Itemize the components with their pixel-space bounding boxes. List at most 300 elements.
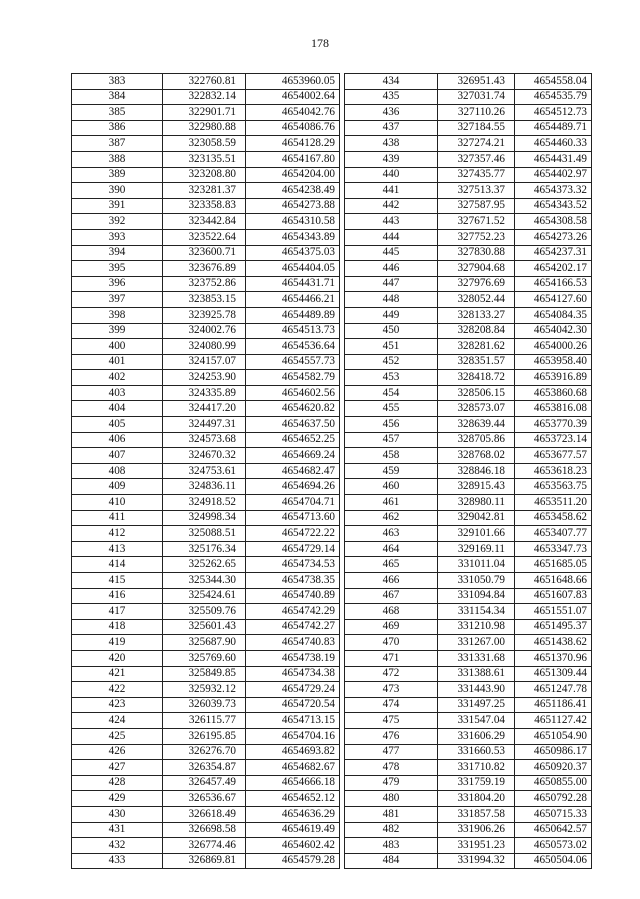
table-row [345, 510, 592, 526]
x-coordinate: 327357.46 [438, 151, 515, 167]
x-coordinate: 323522.64 [163, 229, 246, 245]
x-coordinate: 331857.58 [438, 806, 515, 822]
x-coordinate: 323358.83 [163, 198, 246, 214]
y-coordinate: 4651127.42 [515, 713, 592, 729]
point-number: 449 [345, 307, 438, 323]
y-coordinate: 4654042.30 [515, 323, 592, 339]
x-coordinate: 325601.43 [163, 619, 246, 635]
x-coordinate: 324335.89 [163, 385, 246, 401]
x-coordinate: 327752.23 [438, 229, 515, 245]
y-coordinate: 4654740.83 [246, 635, 340, 651]
y-coordinate: 4654042.76 [246, 105, 340, 121]
x-coordinate: 331906.26 [438, 822, 515, 838]
x-coordinate: 328573.07 [438, 401, 515, 417]
coordinates-table-left [71, 73, 340, 869]
x-coordinate: 327513.37 [438, 183, 515, 199]
y-coordinate: 4654086.76 [246, 120, 340, 136]
y-coordinate: 4654557.73 [246, 354, 340, 370]
y-coordinate: 4653960.05 [246, 74, 340, 90]
y-coordinate: 4653860.68 [515, 385, 592, 401]
point-number: 436 [345, 105, 438, 121]
x-coordinate: 329169.11 [438, 541, 515, 557]
y-coordinate: 4654535.79 [515, 89, 592, 105]
table-row [72, 74, 340, 90]
point-number: 385 [72, 105, 163, 121]
x-coordinate: 326618.49 [163, 806, 246, 822]
x-coordinate: 328846.18 [438, 463, 515, 479]
point-number: 482 [345, 822, 438, 838]
y-coordinate: 4654742.29 [246, 604, 340, 620]
x-coordinate: 326457.49 [163, 775, 246, 791]
x-coordinate: 326951.43 [438, 74, 515, 90]
x-coordinate: 323600.71 [163, 245, 246, 261]
x-coordinate: 331660.53 [438, 744, 515, 760]
coordinates-table-right [344, 73, 592, 869]
y-coordinate: 4654704.16 [246, 728, 340, 744]
table-row [72, 151, 340, 167]
table-row [345, 385, 592, 401]
point-number: 398 [72, 307, 163, 323]
point-number: 399 [72, 323, 163, 339]
point-number: 455 [345, 401, 438, 417]
x-coordinate: 328768.02 [438, 448, 515, 464]
y-coordinate: 4654536.64 [246, 339, 340, 355]
table-row [72, 370, 340, 386]
y-coordinate: 4654238.49 [246, 183, 340, 199]
point-number: 412 [72, 526, 163, 542]
table-row [345, 666, 592, 682]
point-number: 387 [72, 136, 163, 152]
point-number: 402 [72, 370, 163, 386]
x-coordinate: 331443.90 [438, 682, 515, 698]
y-coordinate: 4654694.26 [246, 479, 340, 495]
point-number: 448 [345, 292, 438, 308]
y-coordinate: 4654489.89 [246, 307, 340, 323]
point-number: 438 [345, 136, 438, 152]
point-number: 413 [72, 541, 163, 557]
x-coordinate: 324253.90 [163, 370, 246, 386]
point-number: 453 [345, 370, 438, 386]
y-coordinate: 4654713.60 [246, 510, 340, 526]
point-number: 429 [72, 791, 163, 807]
table-row [345, 417, 592, 433]
table-row [72, 432, 340, 448]
table-row [72, 791, 340, 807]
table-row [345, 775, 592, 791]
x-coordinate: 327274.21 [438, 136, 515, 152]
y-coordinate: 4653511.20 [515, 495, 592, 511]
x-coordinate: 328052.44 [438, 292, 515, 308]
point-number: 411 [72, 510, 163, 526]
y-coordinate: 4654512.73 [515, 105, 592, 121]
y-coordinate: 4654202.17 [515, 261, 592, 277]
x-coordinate: 325687.90 [163, 635, 246, 651]
x-coordinate: 324998.34 [163, 510, 246, 526]
table-row [345, 183, 592, 199]
x-coordinate: 326869.81 [163, 853, 246, 869]
point-number: 394 [72, 245, 163, 261]
point-number: 466 [345, 573, 438, 589]
table-row [72, 323, 340, 339]
y-coordinate: 4654404.05 [246, 261, 340, 277]
table-row [72, 417, 340, 433]
table-row [345, 151, 592, 167]
table-row [345, 432, 592, 448]
point-number: 484 [345, 853, 438, 869]
y-coordinate: 4651309.44 [515, 666, 592, 682]
x-coordinate: 323925.78 [163, 307, 246, 323]
table-row [72, 448, 340, 464]
page-number: 178 [311, 36, 329, 50]
x-coordinate: 328281.62 [438, 339, 515, 355]
point-number: 391 [72, 198, 163, 214]
x-coordinate: 326195.85 [163, 728, 246, 744]
table-row [72, 806, 340, 822]
table-row [72, 557, 340, 573]
point-number: 435 [345, 89, 438, 105]
table-row [72, 697, 340, 713]
point-number: 439 [345, 151, 438, 167]
x-coordinate: 322760.81 [163, 74, 246, 90]
y-coordinate: 4654167.80 [246, 151, 340, 167]
y-coordinate: 4654579.28 [246, 853, 340, 869]
y-coordinate: 4651186.41 [515, 697, 592, 713]
y-coordinate: 4650573.02 [515, 838, 592, 854]
x-coordinate: 326536.67 [163, 791, 246, 807]
x-coordinate: 325088.51 [163, 526, 246, 542]
point-number: 388 [72, 151, 163, 167]
x-coordinate: 331331.68 [438, 650, 515, 666]
y-coordinate: 4654602.56 [246, 385, 340, 401]
y-coordinate: 4653618.23 [515, 463, 592, 479]
table-row [345, 838, 592, 854]
point-number: 415 [72, 573, 163, 589]
x-coordinate: 331267.00 [438, 635, 515, 651]
table-row [72, 635, 340, 651]
y-coordinate: 4654636.29 [246, 806, 340, 822]
x-coordinate: 331547.04 [438, 713, 515, 729]
y-coordinate: 4654308.58 [515, 214, 592, 230]
y-coordinate: 4653916.89 [515, 370, 592, 386]
point-number: 383 [72, 74, 163, 90]
y-coordinate: 4654204.00 [246, 167, 340, 183]
point-number: 408 [72, 463, 163, 479]
table-row [345, 448, 592, 464]
table-row [345, 120, 592, 136]
table-row [72, 292, 340, 308]
x-coordinate: 327671.52 [438, 214, 515, 230]
table-row [72, 385, 340, 401]
table-row [345, 307, 592, 323]
y-coordinate: 4654466.21 [246, 292, 340, 308]
x-coordinate: 325344.30 [163, 573, 246, 589]
point-number: 424 [72, 713, 163, 729]
point-number: 428 [72, 775, 163, 791]
x-coordinate: 331804.20 [438, 791, 515, 807]
point-number: 384 [72, 89, 163, 105]
point-number: 476 [345, 728, 438, 744]
x-coordinate: 324836.11 [163, 479, 246, 495]
point-number: 459 [345, 463, 438, 479]
table-row [72, 588, 340, 604]
y-coordinate: 4654127.60 [515, 292, 592, 308]
x-coordinate: 327110.26 [438, 105, 515, 121]
y-coordinate: 4653458.62 [515, 510, 592, 526]
point-number: 432 [72, 838, 163, 854]
table-row [72, 307, 340, 323]
x-coordinate: 331011.04 [438, 557, 515, 573]
point-number: 480 [345, 791, 438, 807]
point-number: 430 [72, 806, 163, 822]
y-coordinate: 4651495.37 [515, 619, 592, 635]
x-coordinate: 327031.74 [438, 89, 515, 105]
table-row [345, 167, 592, 183]
point-number: 483 [345, 838, 438, 854]
table-row [345, 495, 592, 511]
y-coordinate: 4654637.50 [246, 417, 340, 433]
y-coordinate: 4654734.53 [246, 557, 340, 573]
x-coordinate: 327830.88 [438, 245, 515, 261]
x-coordinate: 323676.89 [163, 261, 246, 277]
y-coordinate: 4651370.96 [515, 650, 592, 666]
y-coordinate: 4651551.07 [515, 604, 592, 620]
x-coordinate: 331050.79 [438, 573, 515, 589]
x-coordinate: 324497.31 [163, 417, 246, 433]
point-number: 477 [345, 744, 438, 760]
table-row [72, 276, 340, 292]
point-number: 404 [72, 401, 163, 417]
table-row [345, 728, 592, 744]
x-coordinate: 331094.84 [438, 588, 515, 604]
y-coordinate: 4654738.19 [246, 650, 340, 666]
table-row [345, 370, 592, 386]
x-coordinate: 325849.85 [163, 666, 246, 682]
table-row [345, 853, 592, 869]
table-row [345, 136, 592, 152]
y-coordinate: 4653958.40 [515, 354, 592, 370]
y-coordinate: 4653816.08 [515, 401, 592, 417]
table-row [345, 229, 592, 245]
y-coordinate: 4650792.28 [515, 791, 592, 807]
point-number: 471 [345, 650, 438, 666]
y-coordinate: 4654402.97 [515, 167, 592, 183]
point-number: 420 [72, 650, 163, 666]
point-number: 393 [72, 229, 163, 245]
point-number: 407 [72, 448, 163, 464]
table-row [72, 167, 340, 183]
table-row [72, 822, 340, 838]
x-coordinate: 322980.88 [163, 120, 246, 136]
table-row [345, 650, 592, 666]
table-row [345, 697, 592, 713]
point-number: 405 [72, 417, 163, 433]
table-row [72, 229, 340, 245]
y-coordinate: 4651438.62 [515, 635, 592, 651]
y-coordinate: 4654002.64 [246, 89, 340, 105]
table-row [72, 713, 340, 729]
table-row [72, 682, 340, 698]
point-number: 481 [345, 806, 438, 822]
x-coordinate: 329101.66 [438, 526, 515, 542]
point-number: 389 [72, 167, 163, 183]
y-coordinate: 4651648.66 [515, 573, 592, 589]
x-coordinate: 325769.60 [163, 650, 246, 666]
x-coordinate: 328639.44 [438, 417, 515, 433]
y-coordinate: 4654693.82 [246, 744, 340, 760]
point-number: 418 [72, 619, 163, 635]
y-coordinate: 4654343.52 [515, 198, 592, 214]
x-coordinate: 322832.14 [163, 89, 246, 105]
point-number: 468 [345, 604, 438, 620]
x-coordinate: 328133.27 [438, 307, 515, 323]
table-row [72, 650, 340, 666]
table-row [345, 245, 592, 261]
x-coordinate: 326039.73 [163, 697, 246, 713]
table-row [345, 479, 592, 495]
table-row [345, 105, 592, 121]
y-coordinate: 4654738.35 [246, 573, 340, 589]
y-coordinate: 4653677.57 [515, 448, 592, 464]
x-coordinate: 323135.51 [163, 151, 246, 167]
y-coordinate: 4654620.82 [246, 401, 340, 417]
x-coordinate: 327184.55 [438, 120, 515, 136]
point-number: 441 [345, 183, 438, 199]
table-row [345, 339, 592, 355]
point-number: 452 [345, 354, 438, 370]
point-number: 423 [72, 697, 163, 713]
x-coordinate: 331951.23 [438, 838, 515, 854]
table-row [345, 541, 592, 557]
point-number: 446 [345, 261, 438, 277]
x-coordinate: 331497.25 [438, 697, 515, 713]
table-row [345, 588, 592, 604]
y-coordinate: 4654375.03 [246, 245, 340, 261]
x-coordinate: 327904.68 [438, 261, 515, 277]
y-coordinate: 4650986.17 [515, 744, 592, 760]
x-coordinate: 323853.15 [163, 292, 246, 308]
table-row [345, 354, 592, 370]
x-coordinate: 326698.58 [163, 822, 246, 838]
table-row [72, 775, 340, 791]
y-coordinate: 4654513.73 [246, 323, 340, 339]
table-row [72, 728, 340, 744]
x-coordinate: 328705.86 [438, 432, 515, 448]
point-number: 473 [345, 682, 438, 698]
point-number: 462 [345, 510, 438, 526]
y-coordinate: 4654742.27 [246, 619, 340, 635]
x-coordinate: 323442.84 [163, 214, 246, 230]
point-number: 464 [345, 541, 438, 557]
y-coordinate: 4654128.29 [246, 136, 340, 152]
point-number: 409 [72, 479, 163, 495]
point-number: 467 [345, 588, 438, 604]
x-coordinate: 328506.15 [438, 385, 515, 401]
y-coordinate: 4651247.78 [515, 682, 592, 698]
y-coordinate: 4654720.54 [246, 697, 340, 713]
x-coordinate: 328418.72 [438, 370, 515, 386]
point-number: 422 [72, 682, 163, 698]
table-row [345, 682, 592, 698]
table-row [345, 89, 592, 105]
x-coordinate: 328208.84 [438, 323, 515, 339]
table-row [72, 214, 340, 230]
point-number: 390 [72, 183, 163, 199]
point-number: 450 [345, 323, 438, 339]
x-coordinate: 323281.37 [163, 183, 246, 199]
point-number: 437 [345, 120, 438, 136]
point-number: 458 [345, 448, 438, 464]
point-number: 447 [345, 276, 438, 292]
point-number: 444 [345, 229, 438, 245]
table-row [345, 635, 592, 651]
point-number: 460 [345, 479, 438, 495]
y-coordinate: 4654729.24 [246, 682, 340, 698]
point-number: 461 [345, 495, 438, 511]
x-coordinate: 331210.98 [438, 619, 515, 635]
y-coordinate: 4654273.88 [246, 198, 340, 214]
table-row [345, 791, 592, 807]
point-number: 396 [72, 276, 163, 292]
x-coordinate: 324080.99 [163, 339, 246, 355]
y-coordinate: 4654237.31 [515, 245, 592, 261]
point-number: 454 [345, 385, 438, 401]
table-row [345, 526, 592, 542]
x-coordinate: 331388.61 [438, 666, 515, 682]
x-coordinate: 324417.20 [163, 401, 246, 417]
table-row [345, 806, 592, 822]
x-coordinate: 327587.95 [438, 198, 515, 214]
y-coordinate: 4650855.00 [515, 775, 592, 791]
y-coordinate: 4653563.75 [515, 479, 592, 495]
table-row [72, 105, 340, 121]
point-number: 400 [72, 339, 163, 355]
table-row [72, 838, 340, 854]
table-row [345, 604, 592, 620]
table-row [345, 401, 592, 417]
table-row [345, 261, 592, 277]
table-row [72, 463, 340, 479]
table-row [72, 245, 340, 261]
x-coordinate: 324670.32 [163, 448, 246, 464]
y-coordinate: 4654558.04 [515, 74, 592, 90]
table-row [72, 526, 340, 542]
point-number: 395 [72, 261, 163, 277]
x-coordinate: 324918.52 [163, 495, 246, 511]
table-row [72, 604, 340, 620]
table-row [345, 292, 592, 308]
table-row [72, 853, 340, 869]
y-coordinate: 4654740.89 [246, 588, 340, 604]
table-row [345, 276, 592, 292]
x-coordinate: 329042.81 [438, 510, 515, 526]
table-row [72, 198, 340, 214]
point-number: 463 [345, 526, 438, 542]
point-number: 386 [72, 120, 163, 136]
point-number: 478 [345, 760, 438, 776]
point-number: 406 [72, 432, 163, 448]
x-coordinate: 324157.07 [163, 354, 246, 370]
y-coordinate: 4653770.39 [515, 417, 592, 433]
x-coordinate: 328915.43 [438, 479, 515, 495]
table-row [72, 495, 340, 511]
x-coordinate: 324753.61 [163, 463, 246, 479]
y-coordinate: 4654582.79 [246, 370, 340, 386]
x-coordinate: 323058.59 [163, 136, 246, 152]
y-coordinate: 4654431.71 [246, 276, 340, 292]
table-row [345, 619, 592, 635]
table-row [345, 463, 592, 479]
x-coordinate: 323752.86 [163, 276, 246, 292]
